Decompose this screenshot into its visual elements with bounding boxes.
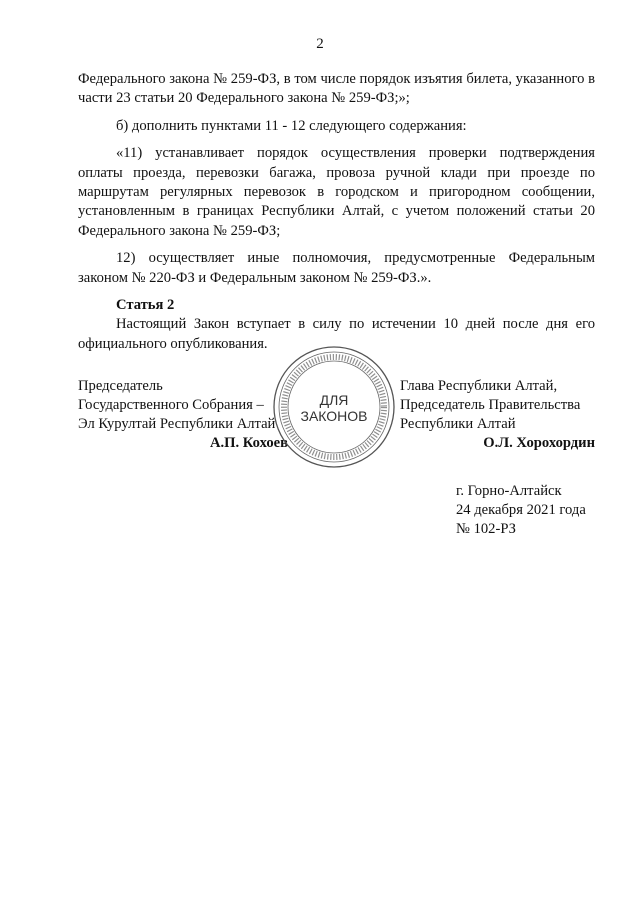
right-signature-block [400,377,595,453]
right-signature-name: О.Л. Хорохордин [483,435,595,451]
official-seal [272,345,396,469]
right-signature-line1: Глава Республики Алтай, [400,378,558,394]
page-number: 2 [316,36,324,52]
left-signature-line1: Председатель [78,378,163,394]
place-date: 24 декабря 2021 года [456,502,586,518]
place-city: г. Горно-Алтайск [456,483,562,499]
right-signature-line3: Республики Алтай [400,416,516,432]
law-number: № 102-РЗ [456,521,516,537]
document-body [78,70,595,362]
article-2-title: Статья 2 [116,297,175,314]
right-signature-line2: Председатель Правительства [400,397,581,413]
seal-text-1: ДЛЯ [319,392,349,408]
left-signature-line2: Государственного Собрания – [78,397,264,413]
paragraph-item-12: 12) осуществляет иные полномочия, предусмотренные Федеральным законом № 220-ФЗ и Федеральным законом № 259-ФЗ.». [78,250,595,286]
left-signature-block [78,377,288,453]
paragraph-item-11: «11) устанавливает порядок осуществления проверки подтверждения оплаты проезда, перевозки багажа, провоза ручной клади при проезде по маршрутам регулярных перевозок в городском и пригородном сообщении, установленным в границах Республики Алтай, с учетом положений статьи 20 Федерального закона № 259-ФЗ; [78,145,595,239]
left-signature-line3: Эл Курултай Республики Алтай [78,416,276,432]
place-date-block [456,482,586,539]
paragraph-continuation: Федерального закона № 259-ФЗ, в том числе порядок изъятия билета, указанного в части 23 статьи 20 Федерального закона № 259-ФЗ;»; [78,71,595,107]
seal-text-2: ЗАКОНОВ [300,408,368,424]
paragraph-amendment-b: б) дополнить пунктами 11 - 12 следующего содержания: [116,117,467,134]
article-2-text: Настоящий Закон вступает в силу по истечении 10 дней после дня его официального опубликования. [78,316,595,352]
left-signature-name: А.П. Кохоев [209,435,288,451]
